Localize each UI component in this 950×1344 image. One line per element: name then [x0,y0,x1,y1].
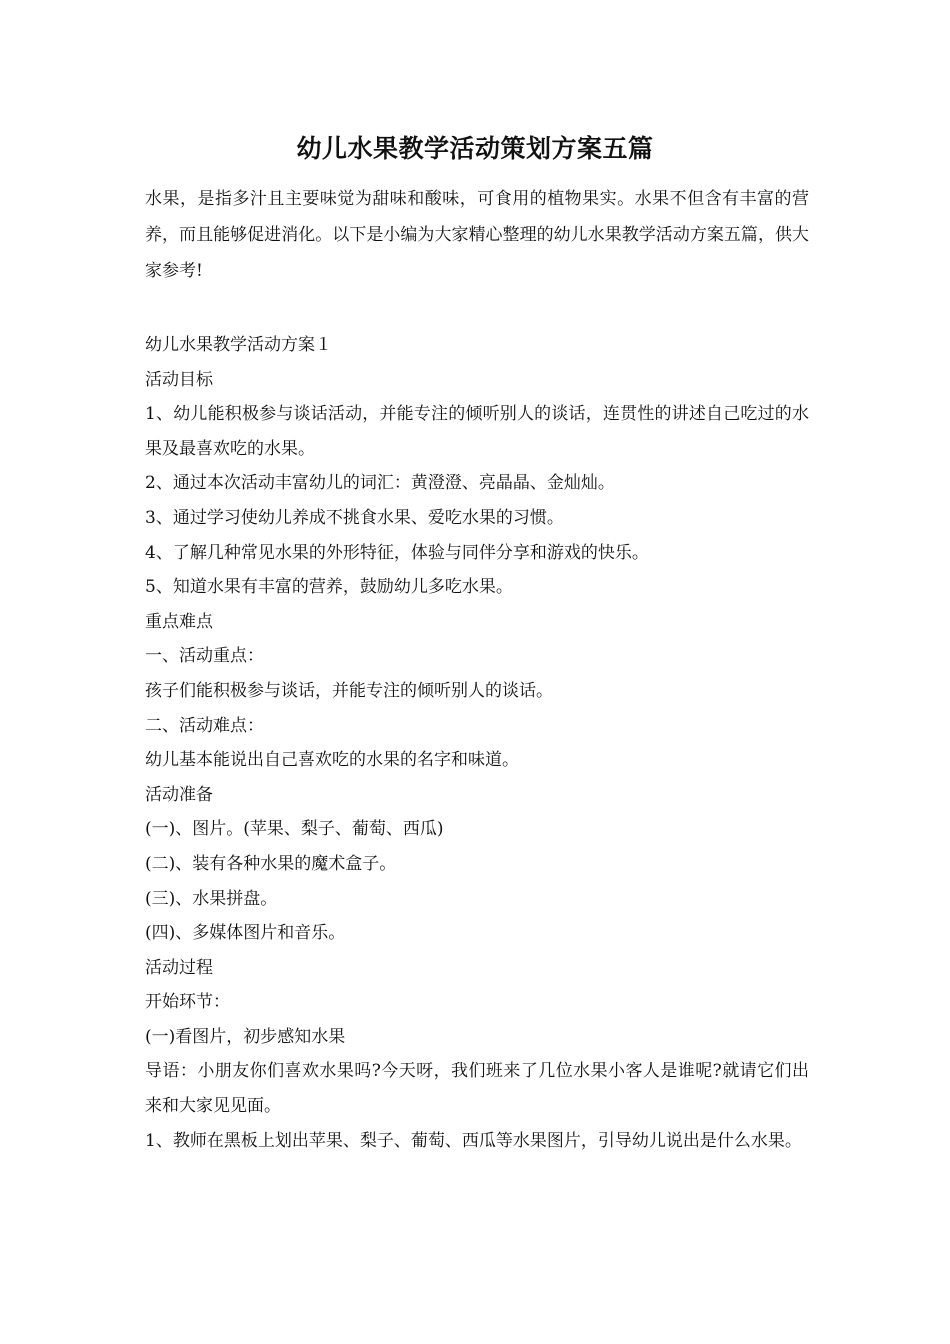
step-1-title: (一)看图片，初步感知水果 [145,1026,346,1047]
document-title: 幼儿水果教学活动策划方案五篇 [296,134,654,163]
goal-item-4: 4、了解几种常见水果的外形特征，体验与同伴分享和游戏的快乐。 [145,542,649,563]
start-label: 开始环节： [145,992,230,1013]
goal-item-5: 5、知道水果有丰富的营养，鼓励幼儿多吃水果。 [145,577,513,598]
section-heading: 幼儿水果教学活动方案１ [145,335,332,355]
difficulty-label: 二、活动难点： [145,715,264,736]
prep-heading: 活动准备 [145,784,213,805]
goals-heading: 活动目标 [145,369,213,390]
step-1-item-1: 1、教师在黑板上划出苹果、梨子、葡萄、西瓜等水果图片，引导幼儿说出是什么水果。 [145,1130,802,1151]
prep-item-2: (二)、装有各种水果的魔术盒子。 [145,853,397,874]
key-point-text: 孩子们能积极参与谈话，并能专注的倾听别人的谈话。 [145,680,553,701]
goal-item-1: 1、幼儿能积极参与谈话活动，并能专注的倾听别人的谈话，连贯性的讲述自己吃过的水果及最喜欢吃的水果。 [145,404,809,459]
key-heading: 重点难点 [145,611,213,632]
document-body [145,181,809,1158]
process-heading: 活动过程 [145,957,213,978]
prep-item-4: (四)、多媒体图片和音乐。 [145,923,346,944]
prep-item-3: (三)、水果拼盘。 [145,888,278,909]
intro-paragraph: 水果，是指多汁且主要味觉为甜味和酸味，可食用的植物果实。水果不但含有丰富的营养，而且能够促进消化。以下是小编为大家精心整理的幼儿水果教学活动方案五篇，供大家参考! [145,189,809,281]
difficulty-text: 幼儿基本能说出自己喜欢吃的水果的名字和味道。 [145,750,519,771]
key-point-label: 一、活动重点： [145,646,264,667]
prep-item-1: (一)、图片。(苹果、梨子、葡萄、西瓜) [145,819,444,840]
goal-item-2: 2、通过本次活动丰富幼儿的词汇：黄澄澄、亮晶晶、金灿灿。 [145,473,615,494]
guide-text: 导语：小朋友你们喜欢水果吗?今天呀，我们班来了几位水果小客人是谁呢?就请它们出来和大家见见面。 [145,1061,809,1117]
goal-item-3: 3、通过学习使幼儿养成不挑食水果、爱吃水果的习惯。 [145,507,564,528]
plan-one-section [145,328,809,1158]
